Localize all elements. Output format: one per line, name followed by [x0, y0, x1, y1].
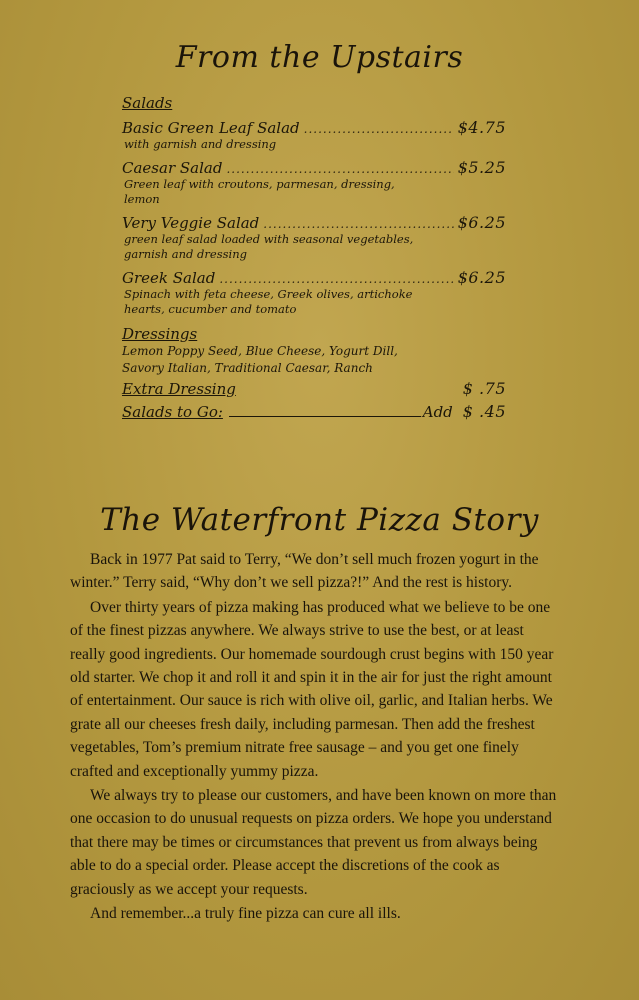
item-name: Very Veggie Salad	[122, 214, 260, 232]
menu-item-greek	[122, 268, 506, 317]
extra-dressing-price: $ .75	[462, 379, 506, 398]
item-price: $5.25	[457, 158, 506, 177]
dot-leader	[226, 162, 453, 176]
item-price: $6.25	[457, 213, 506, 232]
menu-item-very-veggie	[122, 213, 506, 262]
story-paragraph: We always try to please our customers, and have been known on more than one occasion to do unusual requests on pizza orders. We hope you understand that there may be times or circumstances that prevent us from always being able to do a special order. Please accept the discretions of the cook as graciously as we accept your requests.	[70, 787, 557, 898]
extra-dressing-line	[122, 379, 506, 398]
salads-to-go-line	[122, 402, 506, 421]
extra-dressing-label: Extra Dressing	[122, 380, 236, 398]
story-paragraph: Over thirty years of pizza making has produced what we believe to be one of the finest pizzas anywhere. We always strive to use the best, or at least really good ingredients. Our homemade sourdough crust begins with 150 year old starter. We chop it and roll it and spin it in the air for just the right amount of entertainment. Our sauce is rich with olive oil, garlic, and Italian herbs. We grate all our cheeses fresh daily, including parmesan. Then add the freshest vegetables, Tom’s premium nitrate free sausage – and you get one finely crafted and exceptionally yummy pizza.	[70, 598, 554, 780]
salads-to-go-price: $ .45	[462, 402, 506, 421]
salads-to-go-label: Salads to Go:	[122, 403, 223, 421]
salads-heading: Salads	[122, 94, 173, 112]
story-body	[70, 548, 562, 927]
dot-leader	[219, 272, 453, 286]
item-description: Green leaf with croutons, parmesan, dressing, lemon	[124, 177, 395, 206]
underline-rule	[229, 415, 421, 417]
item-description: green leaf salad loaded with seasonal vegetables, garnish and dressing	[124, 232, 414, 261]
dressings-section	[122, 325, 506, 421]
dressing-list: Lemon Poppy Seed, Blue Cheese, Yogurt Dill, Savory Italian, Traditional Caesar, Ranch	[122, 344, 398, 375]
item-price: $6.25	[457, 268, 506, 287]
salad-menu	[122, 94, 506, 421]
item-name: Greek Salad	[122, 269, 216, 287]
item-description: Spinach with feta cheese, Greek olives, artichoke hearts, cucumber and tomato	[124, 287, 413, 316]
menu-item-caesar	[122, 158, 506, 207]
menu-item-basic-green-leaf	[122, 118, 506, 152]
upstairs-title: From the Upstairs	[175, 40, 464, 75]
story-paragraph: Back in 1977 Pat said to Terry, “We don’t sell much frozen yogurt in the winter.” Terry said, “Why don’t we sell pizza?!” And the rest is history.	[70, 551, 539, 592]
item-name: Basic Green Leaf Salad	[122, 119, 300, 137]
story-title: The Waterfront Pizza Story	[100, 502, 539, 538]
dot-leader	[263, 217, 453, 231]
dressings-heading: Dressings	[122, 325, 198, 343]
item-price: $4.75	[457, 118, 506, 137]
salads-to-go-add: Add	[422, 403, 453, 421]
item-description: with garnish and dressing	[124, 137, 277, 151]
dot-leader	[304, 122, 454, 136]
item-name: Caesar Salad	[122, 159, 223, 177]
story-paragraph: And remember...a truly fine pizza can cure all ills.	[90, 905, 401, 923]
